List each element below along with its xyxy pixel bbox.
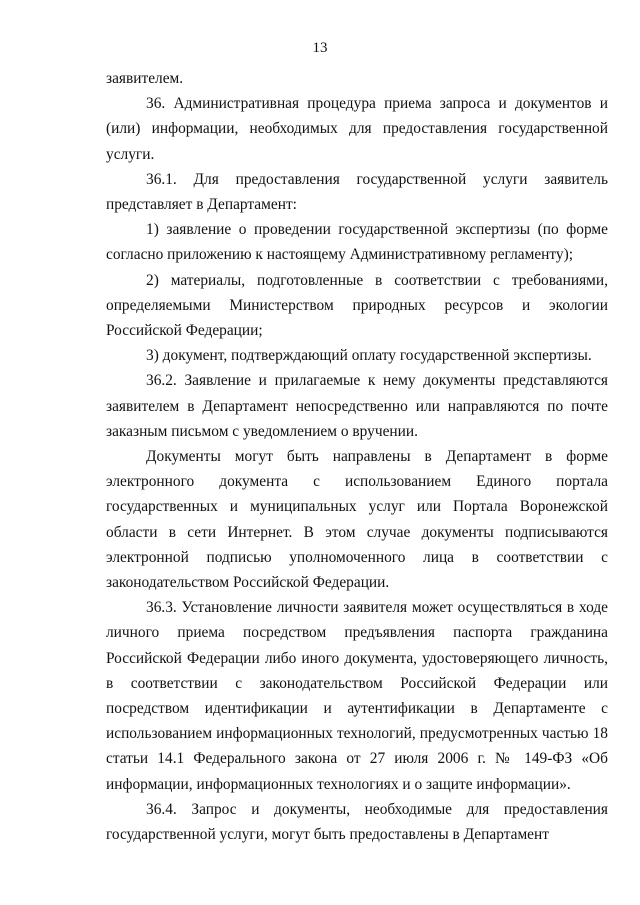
paragraph: 2) материалы, подготовленные в соответствии с требованиями, определяемыми Министерством природных ресурсов и экологии Российской Федерации; bbox=[106, 271, 608, 340]
paragraph: 36.3. Установление личности заявителя может осуществляться в ходе личного приема посредством предъявления паспорта гражданина Российской Федерации либо иного документа, удостоверяющего личность, в соответствии с законодательством Российской Федерации или посредством идентификации и аутентификации в Департаменте с использованием информационных технологий, предусмотренных частью 18 статьи 14.1 Федерального закона от 27 июля 2006 г. № 149-ФЗ «Об информации, информационных технологиях и о защите информации». bbox=[106, 599, 608, 793]
paragraph: 3) документ, подтверждающий оплату государственной экспертизы. bbox=[146, 347, 592, 365]
paragraph: 36.2. Заявление и прилагаемые к нему документы представляются заявителем в Департамент непосредственно или направляются по почте заказным письмом с уведомлением о вручении. bbox=[106, 372, 608, 440]
paragraph: Документы могут быть направлены в Департамент в форме электронного документа с использованием Единого портала государственных и муниципальных услуг или Портала Воронежской области в сети Интернет. В этом случае документы подписываются электронной подписью уполномоченного лица в соответствии с законодательством Российской Федерации. bbox=[106, 448, 608, 592]
paragraph: 36.1. Для предоставления государственной услуги заявитель представляет в Департамент: bbox=[106, 170, 608, 214]
paragraph: 36.4. Запрос и документы, необходимые для предоставления государственной услуги, могут быть предоставлены в Департамент bbox=[106, 800, 608, 844]
paragraph: заявителем. bbox=[106, 70, 184, 87]
paragraph: 1) заявление о проведении государственной экспертизы (по форме согласно приложению к настоящему Административному регламенту); bbox=[106, 221, 608, 264]
document-body bbox=[106, 66, 608, 847]
paragraph: 36. Административная процедура приема запроса и документов и (или) информации, необходимых для предоставления государственной услуги. bbox=[106, 95, 608, 163]
page-number: 13 bbox=[312, 40, 328, 56]
